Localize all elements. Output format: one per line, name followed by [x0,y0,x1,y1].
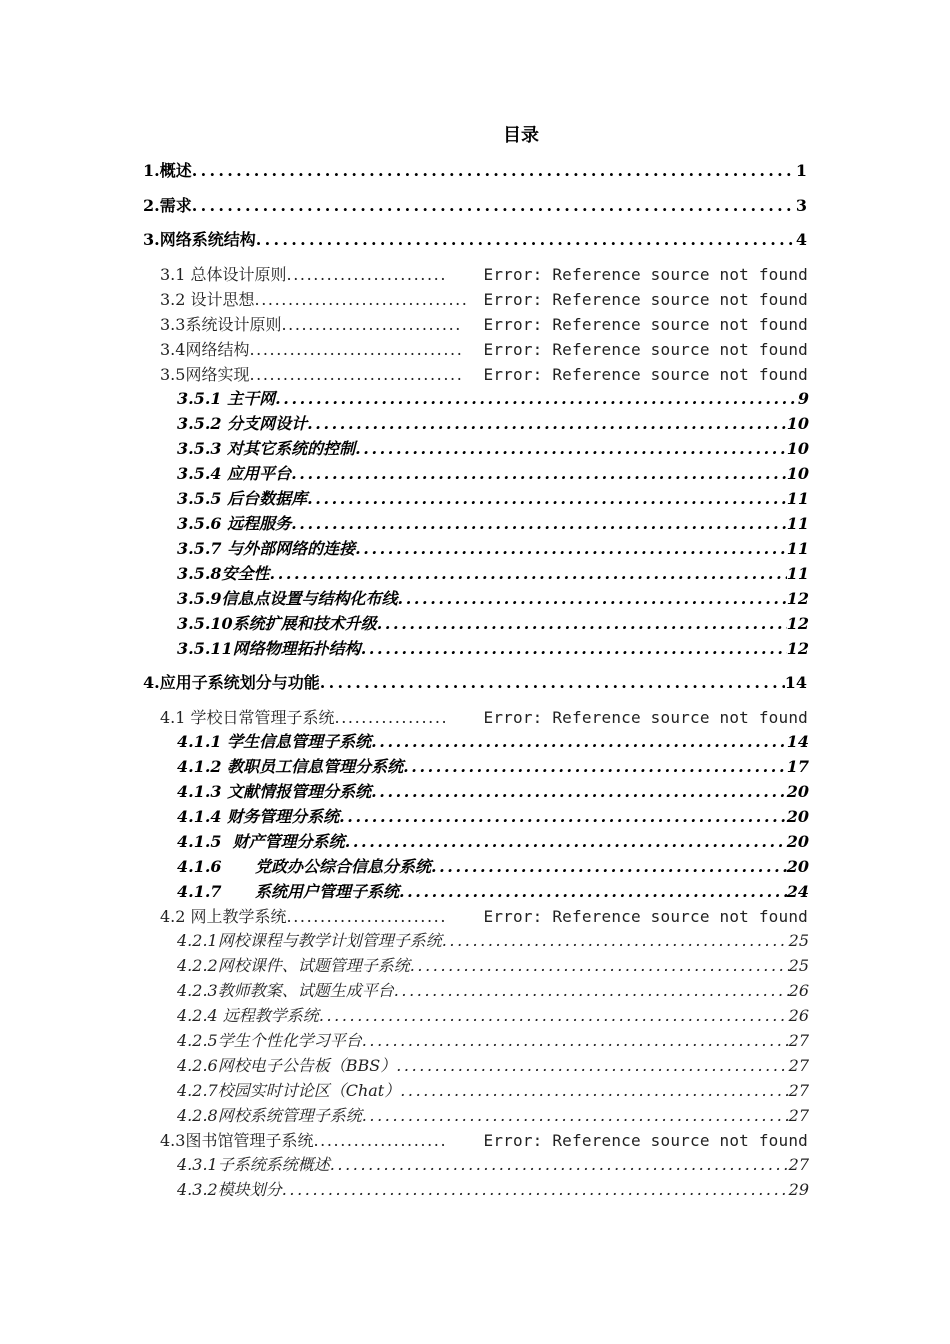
toc-entry-label: 4.1.4 财务管理分系统 [177,807,340,826]
toc-entry[interactable] [177,436,809,462]
toc-entry-page: 12 [786,614,809,633]
toc-entry-page: 17 [786,757,809,776]
toc-entry-label: 4.1.6 党政办公综合信息分系统 [177,857,431,876]
toc-entry-label: 4.2.2网校课件、试题管理子系统 [177,956,410,975]
toc-entry-page: 11 [786,514,809,533]
toc-entry[interactable] [177,1103,809,1129]
toc-entry-page: 26 [788,981,809,1000]
toc-entry-label: 4.2.4 远程教学系统 [177,1006,319,1025]
toc-entry-label: 3.5.6 远程服务 [177,514,292,533]
toc-entry-label: 3.5.10系统扩展和技术升级 [177,614,377,633]
toc-entry-label: 2.需求 [143,196,192,215]
toc-entry[interactable] [177,561,809,587]
toc-entry-label: 4.1.7 系统用户管理子系统 [177,882,399,901]
toc-entry-page: 27 [788,1081,809,1100]
toc-entry-label: 3.2 设计思想 [160,290,255,309]
toc-entry[interactable] [177,536,809,562]
toc-entry-label: 3.3系统设计原则 [160,315,282,334]
toc-entry-page: 25 [788,931,809,950]
toc-entry-label: 4.1 学校日常管理子系统 [160,708,335,727]
toc-entry[interactable] [177,879,809,905]
toc-entry[interactable] [177,729,809,755]
toc-entry-label: 3.5.1 主干网 [177,389,276,408]
toc-entry[interactable] [177,586,809,612]
toc-entry-page: 27 [788,1155,809,1174]
toc-entry-label: 3.4网络结构 [160,340,250,359]
toc-entry-page: 11 [786,539,809,558]
toc-entry-label: 4.2.5学生个性化学习平台 [177,1031,362,1050]
toc-entry-page: 10 [786,464,809,483]
toc-entry-page: 1 [795,161,807,180]
toc-entry-page: 20 [786,857,809,876]
toc-entry-label: 3.5.4 应用平台 [177,464,292,483]
toc-entry-label: 3.5.11网络物理拓扑结构 [177,639,361,658]
toc-entry[interactable] [160,337,808,363]
toc-entry[interactable] [143,158,807,184]
toc-entry-page: 24 [786,882,809,901]
toc-entry[interactable] [177,1053,809,1079]
toc-entry[interactable] [177,511,809,537]
toc-entry-page: Error: Reference source not found [483,265,808,284]
toc-entry[interactable] [177,928,809,954]
toc-entry-label: 4.2.8网校系统管理子系统 [177,1106,362,1125]
toc-entry-page: 11 [786,564,809,583]
toc-entry[interactable] [177,1177,809,1203]
toc-entry-page: 4 [795,230,807,249]
toc-entry-label: 4.1.1 学生信息管理子系统 [177,732,372,751]
toc-entry[interactable] [177,1003,809,1029]
toc-entry[interactable] [177,411,809,437]
toc-entry-page: 11 [786,489,809,508]
toc-entry[interactable] [177,779,809,805]
toc-title: 目录 [503,125,539,146]
toc-entry-page: 10 [786,439,809,458]
toc-entry[interactable] [160,904,808,930]
toc-entry-page: 25 [788,956,809,975]
toc-entry-page: Error: Reference source not found [483,907,808,926]
toc-entry-label: 4.应用子系统划分与功能 [143,673,320,692]
toc-entry-label: 3.5网络实现 [160,365,250,384]
toc-entry[interactable] [143,227,807,253]
toc-entry-page: Error: Reference source not found [483,340,808,359]
toc-entry-label: 1.概述 [143,161,192,180]
toc-entry-label: 4.2 网上教学系统 [160,907,287,926]
toc-entry-page: 26 [788,1006,809,1025]
toc-entry-page: 3 [795,196,807,215]
toc-entry[interactable] [160,1128,808,1154]
toc-entry-page: Error: Reference source not found [483,708,808,727]
toc-entry-label: 3.5.3 对其它系统的控制 [177,439,356,458]
toc-entry-label: 3.1 总体设计原则 [160,265,287,284]
toc-entry[interactable] [160,312,808,338]
toc-entry-page: 10 [786,414,809,433]
toc-entry[interactable] [143,670,807,696]
toc-entry-label: 4.3.2模块划分 [177,1180,282,1199]
toc-entry[interactable] [160,262,808,288]
toc-entry-page: 27 [788,1056,809,1075]
toc-entry-label: 4.2.1网校课程与教学计划管理子系统 [177,931,442,950]
toc-entry-page: 12 [786,639,809,658]
toc-entry-label: 4.1.3 文献情报管理分系统 [177,782,372,801]
toc-entry[interactable] [160,362,808,388]
toc-entry[interactable] [177,804,809,830]
toc-entry-label: 3.5.9信息点设置与结构化布线 [177,589,398,608]
toc-entry-label: 3.网络系统结构 [143,230,256,249]
toc-entry[interactable] [177,486,809,512]
toc-entry-page: 14 [784,673,807,692]
toc-entry-page: Error: Reference source not found [483,1131,808,1150]
toc-entry[interactable] [177,386,809,412]
toc-entry-label: 4.3图书馆管理子系统 [160,1131,314,1150]
toc-entry-page: Error: Reference source not found [483,290,808,309]
toc-entry-page: 27 [788,1106,809,1125]
toc-entry[interactable] [177,754,809,780]
toc-entry[interactable] [177,1152,809,1178]
toc-entry[interactable] [177,1028,809,1054]
toc-entry-page: 9 [797,389,809,408]
toc-entry-label: 4.1.2 教职员工信息管理分系统 [177,757,404,776]
toc-entry-label: 4.1.5 财产管理分系统 [177,832,345,851]
toc-entry-page: 12 [786,589,809,608]
toc-entry-page: 20 [786,782,809,801]
toc-entry-label: 4.2.7校园实时讨论区（Chat） [177,1081,401,1100]
toc-entry[interactable] [177,636,809,662]
toc-entry[interactable] [177,1078,809,1104]
toc-entry-page: Error: Reference source not found [483,365,808,384]
toc-entry[interactable] [160,705,808,731]
toc-entry-label: 3.5.7 与外部网络的连接 [177,539,356,558]
toc-entry-page: 29 [788,1180,809,1199]
toc-entry-page: 20 [786,832,809,851]
toc-entry[interactable] [143,193,807,219]
toc-entry-page: 20 [786,807,809,826]
toc-entry-page: Error: Reference source not found [483,315,808,334]
toc-entry[interactable] [160,287,808,313]
toc-entry-label: 4.3.1子系统系统概述 [177,1155,330,1174]
toc-entry-label: 3.5.2 分支网设计 [177,414,308,433]
toc-entry[interactable] [177,829,809,855]
toc-entry[interactable] [177,854,809,880]
toc-entry-page: 14 [786,732,809,751]
toc-entry[interactable] [177,978,809,1004]
toc-entry[interactable] [177,461,809,487]
toc-entry-page: 27 [788,1031,809,1050]
toc-entry-label: 4.2.3教师教案、试题生成平台 [177,981,394,1000]
toc-entry[interactable] [177,953,809,979]
toc-entry[interactable] [177,611,809,637]
toc-entry-label: 3.5.8安全性 [177,564,270,583]
toc-entry-label: 3.5.5 后台数据库 [177,489,308,508]
toc-entry-label: 4.2.6网校电子公告板（BBS） [177,1056,397,1075]
